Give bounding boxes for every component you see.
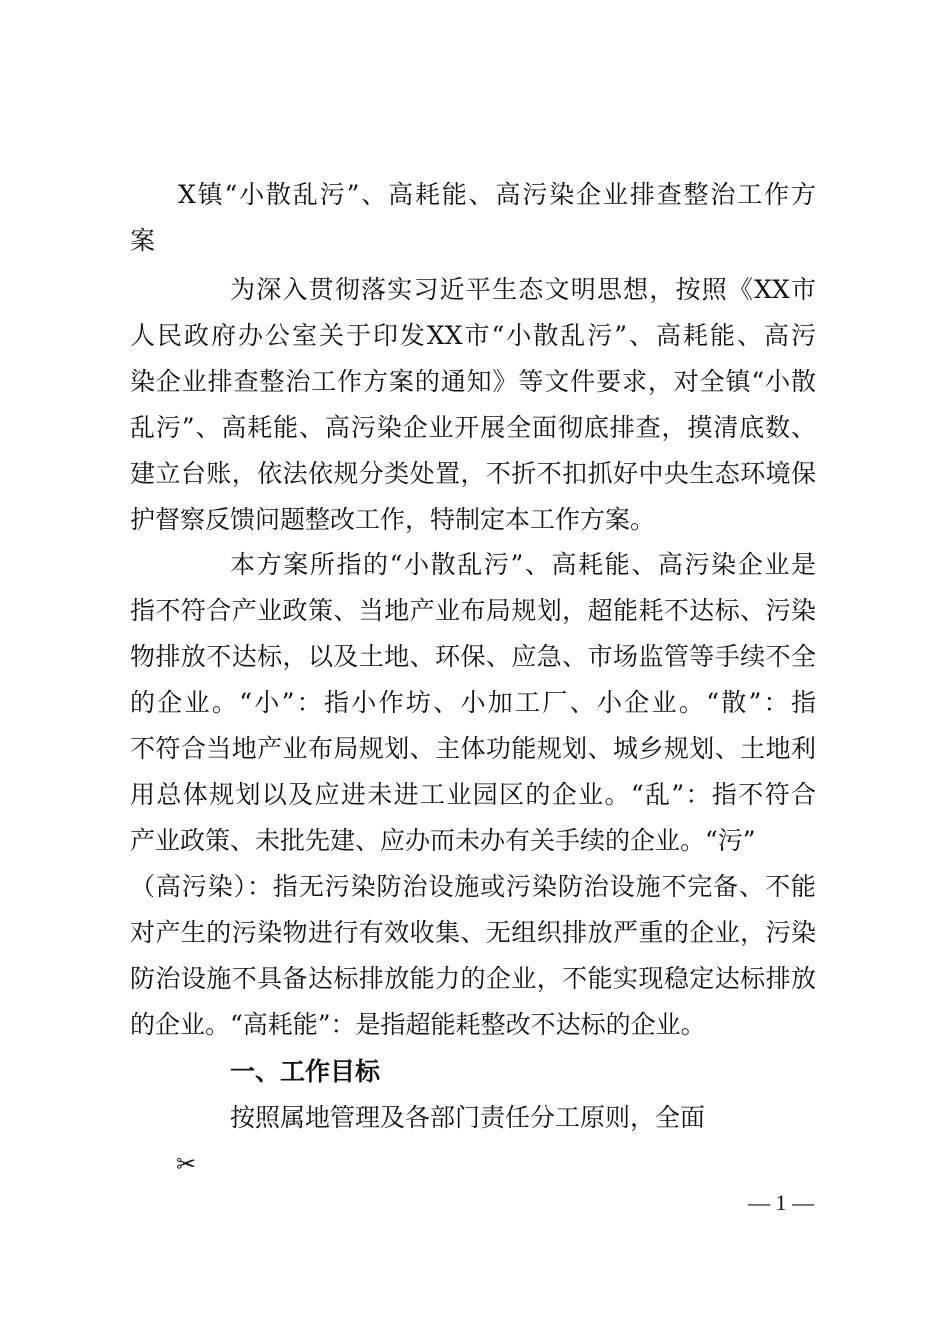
paragraph-line: （高污染）：指无污染防治设施或污染防治设施不完备、不能 [130,872,816,901]
scissors-icon: ✂ [176,1150,197,1178]
paragraph-line: 建立台账，依法依规分类处置，不折不扣抓好中央生态环境保 [130,459,816,488]
paragraph-line: 不符合当地产业布局规划、主体功能规划、城乡规划、土地利 [130,734,816,763]
page-number: — 1 — [748,1190,814,1215]
document-title-line-1: X镇“小散乱污”、高耗能、高污染企业排查整治工作方 [178,180,816,209]
document-title-line-2: 案 [130,226,156,255]
section-text: 按照属地管理及各部门责任分工原则，全面 [230,1103,706,1132]
paragraph-line: 对产生的污染物进行有效收集、无组织排放严重的企业，污染 [130,918,816,947]
paragraph-line: 物排放不达标，以及土地、环保、应急、市场监管等手续不全 [130,642,816,671]
paragraph-line: 的企业。“高耗能”：是指超能耗整改不达标的企业。 [130,1010,706,1039]
paragraph-line: 为深入贯彻落实习近平生态文明思想，按照《XX市 [230,275,816,304]
paragraph-line: 本方案所指的“小散乱污”、高耗能、高污染企业是 [230,550,816,579]
paragraph-line: 产业政策、未批先建、应办而未办有关手续的企业。“污” [130,826,756,855]
paragraph-line: 防治设施不具备达标排放能力的企业，不能实现稳定达标排放 [130,964,816,993]
paragraph-line: 护督察反馈问题整改工作，特制定本工作方案。 [130,505,656,534]
paragraph-line: 用总体规划以及应进未进工业园区的企业。“乱”：指不符合 [130,780,816,809]
paragraph-line: 的企业。“小”：指小作坊、小加工厂、小企业。“散”：指 [130,688,816,717]
paragraph-line: 染企业排查整治工作方案的通知》等文件要求，对全镇“小散 [130,367,816,396]
paragraph-line: 人民政府办公室关于印发XX市“小散乱污”、高耗能、高污 [130,321,816,350]
section-heading: 一、工作目标 [230,1057,381,1086]
paragraph-line: 乱污”、高耗能、高污染企业开展全面彻底排查，摸清底数、 [130,413,816,442]
paragraph-line: 指不符合产业政策、当地产业布局规划，超能耗不达标、污染 [130,596,816,625]
